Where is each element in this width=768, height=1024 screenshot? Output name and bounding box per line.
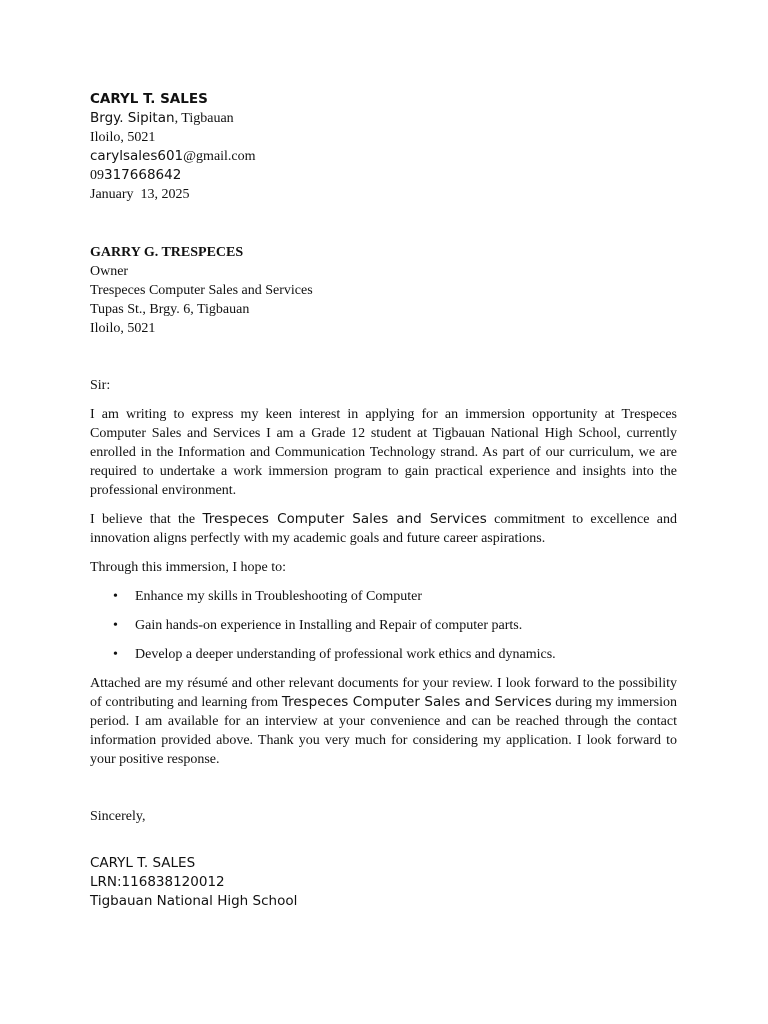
paragraph-company (90, 510, 677, 548)
company-name-inline: Trespeces Computer Sales and Services (202, 511, 487, 527)
recipient-street: Tupas St., Brgy. 6, Tigbauan (90, 302, 250, 317)
sender-street (90, 109, 677, 128)
sender-city: Iloilo, 5021 (90, 130, 156, 145)
sender-email (90, 147, 677, 166)
sender-email-user: carylsales601 (90, 148, 184, 164)
sender-barangay: Brgy. Sipitan (90, 110, 175, 126)
signature-block (90, 854, 677, 911)
sender-phone-prefix: 09 (90, 168, 104, 183)
paragraph-closing (90, 674, 677, 769)
sender-email-domain: @gmail.com (183, 149, 256, 164)
salutation: Sir: (90, 378, 111, 393)
signature-name: CARYL T. SALES (90, 855, 196, 871)
signature-lrn: LRN:116838120012 (90, 874, 225, 890)
letter-date: January 13, 2025 (90, 187, 190, 202)
paragraph-closing-after: during my immersion period. I am available for an interview at your convenience and can be reached through the contact information provided above. Thank you very much for considering my application. I look forward to your positive response. (90, 695, 677, 767)
letter-page (90, 90, 677, 911)
sender-block (90, 90, 677, 204)
sender-municipality: , Tigbauan (174, 111, 234, 126)
recipient-block (90, 243, 677, 338)
closing: Sincerely, (90, 809, 146, 824)
signature-school: Tigbauan National High School (90, 893, 298, 909)
recipient-city: Iloilo, 5021 (90, 321, 156, 336)
goal-item: • Develop a deeper understanding of professional work ethics and dynamics. (135, 645, 677, 664)
recipient-company: Trespeces Computer Sales and Services (90, 283, 313, 298)
goals-intro: Through this immersion, I hope to: (90, 560, 286, 575)
recipient-name: GARRY G. TRESPECES (90, 245, 244, 260)
goals-list (90, 587, 677, 664)
paragraph-company-before: I believe that the (90, 512, 203, 527)
goal-item: • Gain hands-on experience in Installing and Repair of computer parts. (135, 616, 677, 635)
sender-phone (90, 166, 677, 185)
paragraph-closing-before: Attached are my résumé and other relevant documents for your review. I look forward to the possibility of contributing and learning from (90, 676, 677, 710)
paragraph-intro: I am writing to express my keen interest in applying for an immersion opportunity at Trespeces Computer Sales and Services I am a Grade 12 student at Tigbauan National High School, currently enrolled in the Information and Communication Technology strand. As part of our curriculum, we are required to undertake a work immersion program to gain practical experience and insights into the professional environment. (90, 407, 677, 498)
sender-name: CARYL T. SALES (90, 91, 208, 107)
paragraph-company-after: commitment to excellence and innovation aligns perfectly with my academic goals and future career aspirations. (90, 512, 677, 546)
goal-item: • Enhance my skills in Troubleshooting of Computer (135, 587, 677, 606)
recipient-title: Owner (90, 264, 129, 279)
sender-phone-rest: 317668642 (104, 167, 182, 183)
company-name-inline: Trespeces Computer Sales and Services (281, 694, 552, 710)
